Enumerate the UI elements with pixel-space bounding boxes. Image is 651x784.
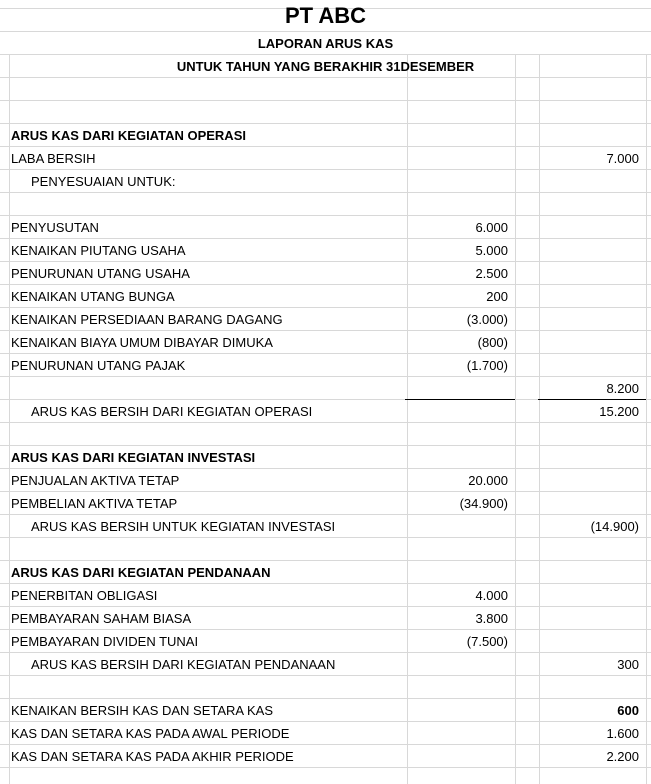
company-title: PT ABC — [284, 3, 367, 28]
table-row: KENAIKAN UTANG BUNGA 200 — [11, 289, 508, 304]
table-row: PENJUALAN AKTIVA TETAP 20.000 — [11, 473, 508, 488]
table-row: PENERBITAN OBLIGASI 4.000 — [11, 588, 508, 603]
table-row: PENYUSUTAN 6.000 — [11, 220, 508, 235]
row-kas-akhir: KAS DAN SETARA KAS PADA AKHIR PERIODE 2.200 — [11, 749, 639, 764]
table-row: PEMBAYARAN SAHAM BIASA 3.800 — [11, 611, 508, 626]
row-kas-awal: KAS DAN SETARA KAS PADA AWAL PERIODE 1.600 — [11, 726, 639, 741]
row-penyesuaian: PENYESUAIAN UNTUK: — [31, 174, 176, 189]
row-laba-bersih: LABA BERSIH 7.000 — [11, 151, 639, 166]
report-title: LAPORAN ARUS KAS — [257, 36, 394, 51]
report-period: UNTUK TAHUN YANG BERAKHIR 31DESEMBER — [176, 59, 475, 74]
row-subtotal-operasi: 8.200 — [606, 381, 639, 396]
row-kenaikan-bersih: KENAIKAN BERSIH KAS DAN SETARA KAS 600 — [11, 703, 639, 718]
table-row: PENURUNAN UTANG USAHA 2.500 — [11, 266, 508, 281]
section-heading-operasi: ARUS KAS DARI KEGIATAN OPERASI — [11, 128, 246, 143]
table-row: KENAIKAN PIUTANG USAHA 5.000 — [11, 243, 508, 258]
table-row: KENAIKAN BIAYA UMUM DIBAYAR DIMUKA (800) — [11, 335, 508, 350]
row-total-pendanaan: ARUS KAS BERSIH DARI KEGIATAN PENDANAAN 300 — [31, 657, 639, 672]
table-row: PEMBELIAN AKTIVA TETAP (34.900) — [11, 496, 508, 511]
section-heading-pendanaan: ARUS KAS DARI KEGIATAN PENDANAAN — [11, 565, 271, 580]
table-row: KENAIKAN PERSEDIAAN BARANG DAGANG (3.000) — [11, 312, 508, 327]
row-total-operasi: ARUS KAS BERSIH DARI KEGIATAN OPERASI 15.200 — [31, 404, 639, 419]
table-row: PENURUNAN UTANG PAJAK (1.700) — [11, 358, 508, 373]
section-heading-investasi: ARUS KAS DARI KEGIATAN INVESTASI — [11, 450, 256, 465]
table-row: PEMBAYARAN DIVIDEN TUNAI (7.500) — [11, 634, 508, 649]
row-total-investasi: ARUS KAS BERSIH UNTUK KEGIATAN INVESTASI (14.900) — [31, 519, 639, 534]
